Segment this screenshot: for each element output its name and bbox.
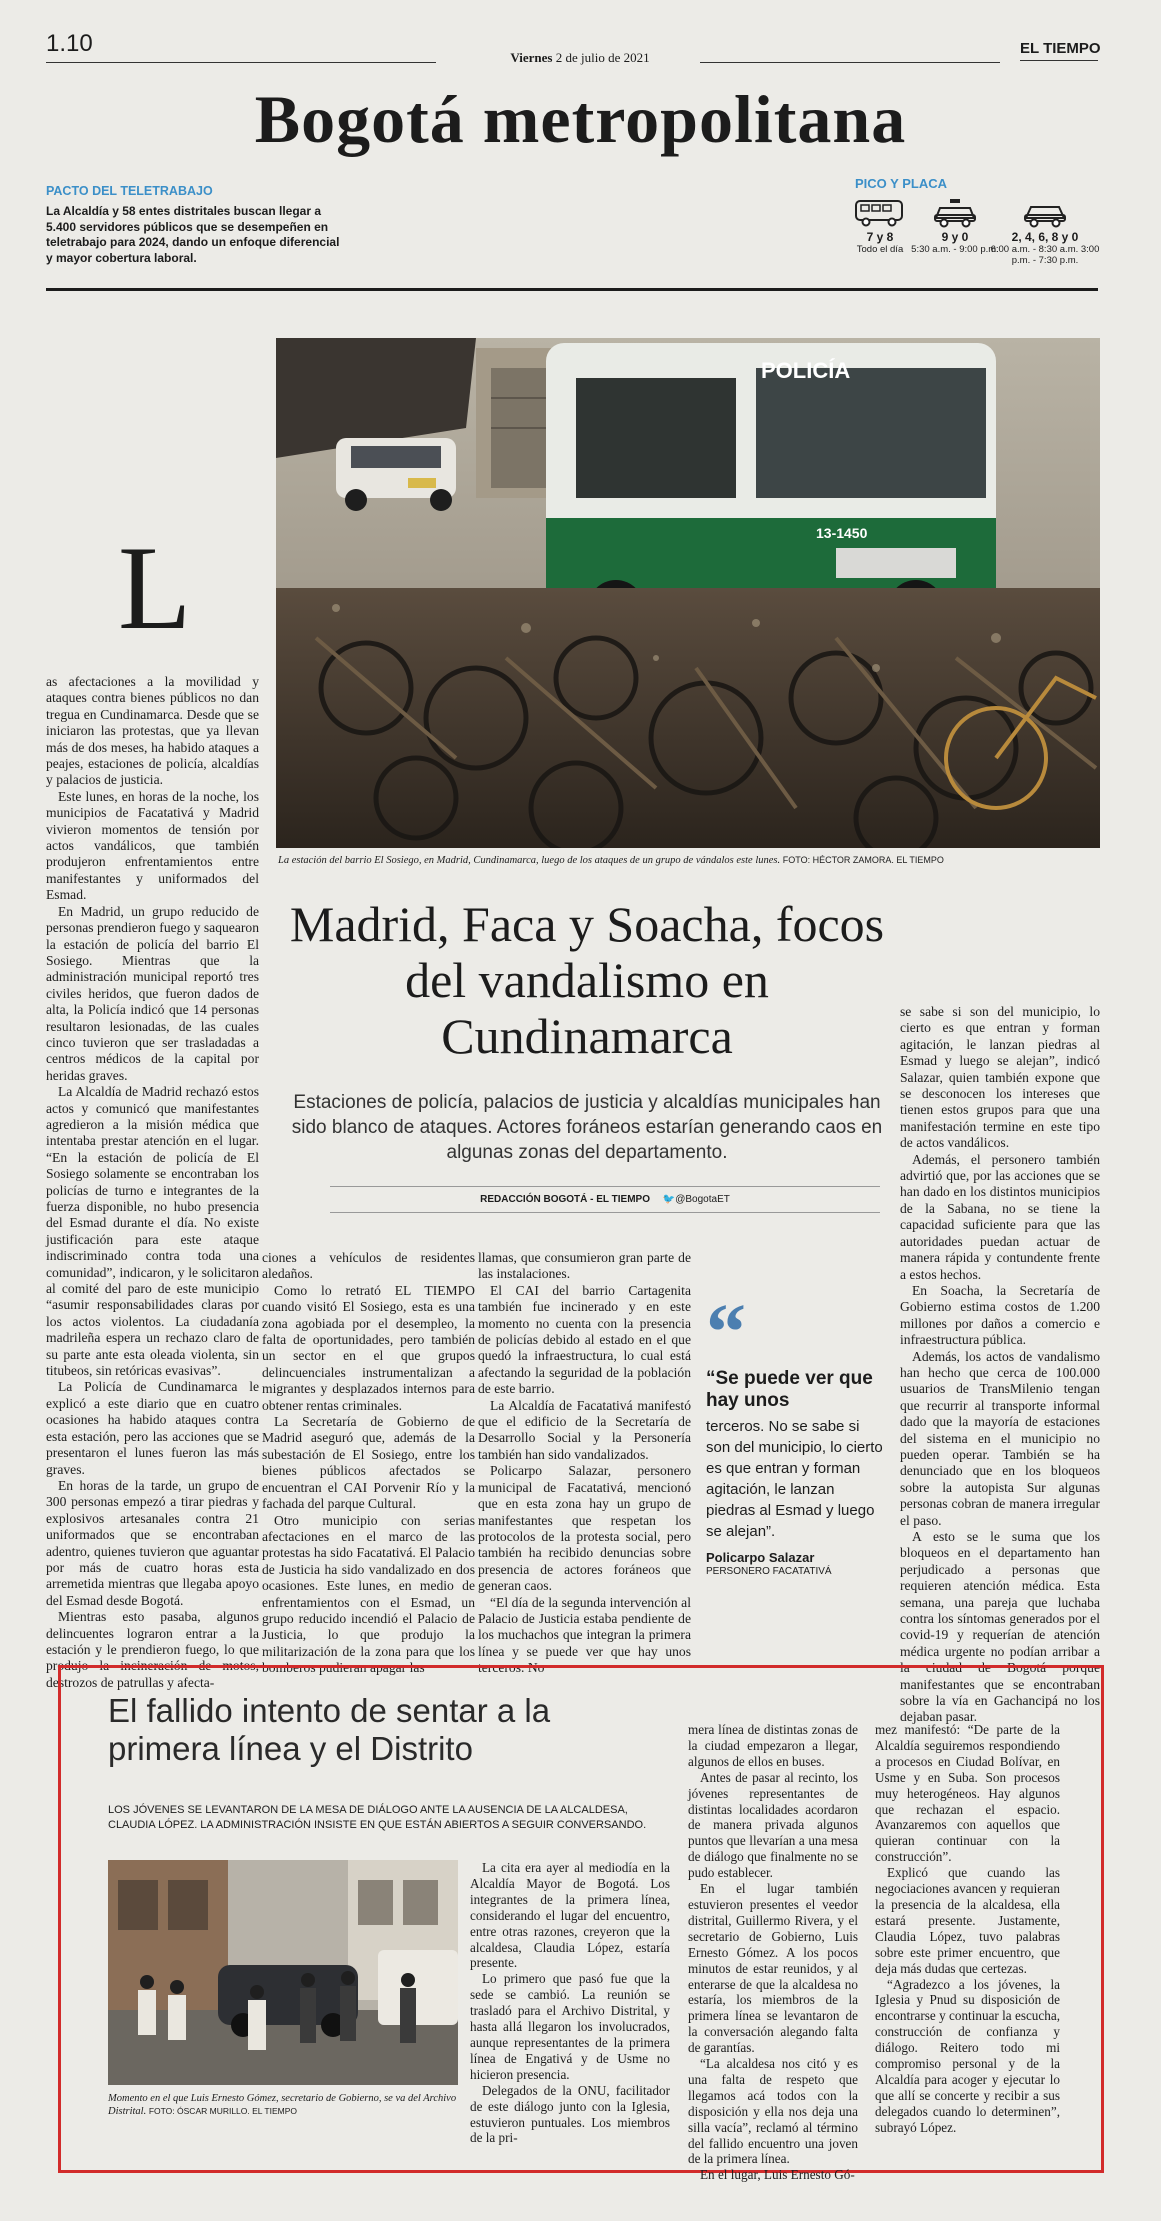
- box-photo-caption-text: Momento en el que Luis Ernesto Gómez, secretario de Gobierno, se va del Archivo Distrital.: [108, 2093, 457, 2117]
- section-title: Bogotá metropolitana: [254, 81, 907, 157]
- paragraph: Como lo retrató EL TIEMPO cuando visitó El Sosiego, esta es una zona agobiada por el desempleo, la falta de oportunidades, pero también un sector en el que grupos delincuenciales instrumentalizan a migrantes y desplazados internos para obtener rentas criminales.: [262, 1282, 475, 1413]
- paragraph: Antes de pasar al recinto, los jóvenes representantes de distintas localidades acordaron de manera privada algunos puntos que llevarían a una mesa de diálogo que finalmente no se pudo establecer.: [688, 1769, 858, 1881]
- article-column-2: [262, 1250, 475, 1677]
- date-line: [480, 50, 680, 66]
- box-photo: [108, 1860, 458, 2085]
- paragraph: La Secretaría de Gobierno de Madrid aseguró que, además de la subestación de El Sosiego, entre los bienes públicos afectados se encuentran el CAI Porvenir Río y la fachada del parque Cultural.: [262, 1414, 475, 1512]
- header-rule-left: [46, 62, 436, 63]
- pico-placa-car: [990, 198, 1100, 266]
- paragraph: “El día de la segunda intervención al Palacio de Justicia estaba pendiente de los muchachos que integran la primera línea y se puede ver que hay unos terceros. No: [478, 1594, 691, 1676]
- paragraph: En horas de la tarde, un grupo de 300 personas empezó a tirar piedras y explosivos artesanales contra 21 uniformados que se encontraban adentro, quienes tuvieron que aguantar por más de cuatro horas esta arremetida mientras que llegaba apoyo del Esmad desde Bogotá.: [46, 1477, 259, 1608]
- paragraph: El CAI del barrio Cartagenita también fue incinerado y en este momento no cuenta con la presencia de policías debido al estado en el que quedó la infraestructura, lo cual está afectando la seguridad de la población de este barrio.: [478, 1282, 691, 1397]
- quote-mark-icon: “: [706, 1289, 746, 1377]
- paragraph: La Alcaldía de Madrid rechazó estos actos y comunicó que manifestantes agredieron a la misión médica que intentaba prestar atención en el lugar. “En la estación de policía de El Sosiego solamente se encontraban los policías de turno e integrantes de la fuerza disponible, no hubo presencia del Esmad durante el día. No existe justificación para este ataque indiscriminado contra toda una comunidad”, indicaron, y le solicitaron al comité del paro de este municipio “asumir responsabilidades claras por los actos violentos. La ciudadanía madrileña espera un rechazo claro de su parte ante esta oleada violenta, sin titubeos, sin retóricas evasivas”.: [46, 1084, 259, 1379]
- byline: [330, 1194, 880, 1205]
- byline-rule: [330, 1212, 880, 1213]
- taxi-hours: 5:30 a.m. - 9:00 p.m.: [911, 244, 999, 255]
- bus-digits: 7 y 8: [866, 230, 894, 244]
- paragraph: Lo primero que pasó fue que la sede se cambió. La reunión se trasladó para el Archivo Distrital, y hasta allá llegaron los involucrados, aunque representantes de la primera línea de Engativá y de Usme no hicieron presencia.: [470, 1971, 670, 2082]
- paragraph: “La alcaldesa nos citó y es una falta de respeto que llegamos acá todos con la disposición y ella nos deja una silla vacía”, reclamó al término del fallido encuentro una joven de la primera línea.: [688, 2056, 858, 2167]
- main-photo: [276, 338, 1100, 848]
- twitter-handle-text: @BogotaET: [675, 1194, 730, 1205]
- main-photo-caption-text: La estación del barrio El Sosiego, en Madrid, Cundinamarca, luego de los ataques de un grupo de vándalos este lunes.: [278, 855, 781, 866]
- paragraph: En Madrid, un grupo reducido de personas prendieron fuego y saquearon la estación de policía del barrio El Sosiego. Mientras que la administración municipal reportó tres civiles heridos, que fueron dados de alta, la Policía indicó que 14 personas resultaron lesionadas, de las cuales cinco tuvieron que ser trasladadas a centros médicos de la capital por heridas graves.: [46, 903, 259, 1083]
- pull-quote-role: PERSONERO FACATATIVÁ: [706, 1566, 832, 1577]
- paragraph: Mientras esto pasaba, algunos delincuentes lograron entrar a la estación y le prendieron fuego, lo que produjo la incineración de motos, destrozos de patrullas y afecta-: [46, 1609, 259, 1690]
- pull-quote-head: “Se puede ver que hay unos: [706, 1368, 873, 1411]
- paragraph: as afectaciones a la movilidad y ataques contra bienes públicos no dan tregua en Cundinamarca. Desde que se iniciaron las protestas, que ya llevan más de dos meses, ha habido ataques a peajes, estaciones de policía, alcaldías y palacios de justicia.: [46, 674, 259, 788]
- paragraph: La Alcaldía de Facatativá manifestó que el edificio de la Secretaría de Desarrollo Social y la Personería también han sido vandalizados.: [478, 1397, 691, 1462]
- paragraph: “Agradezco a los jóvenes, la Iglesia y Pnud su disposición de encontrarse y continuar la escucha, construcción de confianza y diálogo. Reitero todo mi compromiso personal y de la Alcaldía para acoger y ejecutar lo que allí se concerte y recibir a sus delegados cuando lo determinen”, subrayó López.: [875, 1976, 1060, 2135]
- main-photo-credit: FOTO: HÉCTOR ZAMORA. EL TIEMPO: [782, 855, 944, 865]
- pico-placa-label: PICO Y PLACA: [855, 176, 947, 191]
- paragraph: La cita era ayer al mediodía en la Alcaldía Mayor de Bogotá. Los integrantes de la primera línea, considerando el lugar del encuentro, entre otras razones, creyeron que la alcaldesa, Claudia López, estaría presente.: [470, 1860, 670, 1971]
- car-hours: 6:00 a.m. - 8:30 a.m. 3:00 p.m. - 7:30 p.m.: [990, 244, 1100, 266]
- car-digits: 2, 4, 6, 8 y 0: [1011, 230, 1079, 244]
- bus-plate: 13-1450: [816, 525, 868, 541]
- paragraph: En el lugar, Luis Ernesto Gó-: [700, 2167, 855, 2183]
- twitter-icon: 🐦: [662, 1194, 676, 1205]
- paragraph: mera línea de distintas zonas de la ciudad empezaron a llegar, algunos de ellos en buses.: [688, 1722, 858, 1769]
- bus-icon: [854, 198, 906, 228]
- pull-quote-body: terceros. No se sabe si son del municipio, lo cierto es que entran y forman agitación, le lanzan piedras al Esmad y luego se alejan”.: [706, 1418, 883, 1540]
- article-column-3: [478, 1250, 691, 1677]
- article-column-1: [46, 674, 259, 1691]
- paragraph: La Policía de Cundinamarca le explicó a este diario que en cuatro ocasiones ha habido ataques contra esta estación, pero las acciones que se presentaron el lunes fueron las más graves.: [46, 1379, 259, 1477]
- paragraph: Este lunes, en horas de la noche, los municipios de Facatativá y Madrid vivieron momentos de tensión por actos vandálicos, que también produjeron enfrentamientos entre manifestantes y uniformados del Esmad.: [46, 788, 259, 903]
- main-photo-caption: [278, 855, 1108, 866]
- box-column-2: [688, 1722, 858, 2183]
- taxi-icon: [932, 198, 978, 228]
- pull-quote-name: Policarpo Salazar: [706, 1550, 815, 1565]
- pacto-label: PACTO DEL TELETRABAJO: [46, 184, 213, 198]
- box-title: El fallido intento de sentar a la primera línea y el Distrito: [108, 1692, 551, 1767]
- byline-author: REDACCIÓN BOGOTÁ - EL TIEMPO: [480, 1194, 650, 1205]
- header-rule-right: [700, 62, 1000, 63]
- box-photo-credit: FOTO: ÓSCAR MURILLO. EL TIEMPO: [148, 2106, 297, 2116]
- article-headline: Madrid, Faca y Soacha, focos del vandalismo en Cundinamarca: [289, 896, 885, 1064]
- drop-cap: L: [118, 521, 192, 654]
- paragraph: Otro municipio con serias afectaciones en el marco de las protestas ha sido Facatativá. El Palacio de Justicia ha sido vandalizado en dos ocasiones. Este lunes, en medio de enfrentamientos con el Esmad, un grupo reducido incendió el Palacio de Justicia, lo que produjo la militarización de la zona para que los bomberos pudieran apagar las: [262, 1512, 475, 1676]
- article-deck: Estaciones de policía, palacios de justicia y alcaldías municipales han sido blanco de ataques. Actores foráneos estarían generando caos en algunas zonas del departamento.: [291, 1092, 883, 1163]
- pacto-text: La Alcaldía y 58 entes distritales buscan llegar a 5.400 servidores públicos que se desempeñen en teletrabajo para 2024, dando un enfoque diferencial y mayor cobertura laboral.: [46, 204, 340, 265]
- car-icon: [1022, 198, 1068, 228]
- paragraph: En Soacha, la Secretaría de Gobierno estima costos de 1.200 millones por daños a comercio e infraestructura pública.: [900, 1282, 1100, 1348]
- byline-rule: [330, 1186, 880, 1187]
- twitter-handle[interactable]: [663, 1194, 730, 1205]
- date-rest: 2 de julio de 2021: [555, 50, 650, 65]
- paragraph: llamas, que consumieron gran parte de las instalaciones.: [478, 1250, 691, 1282]
- box-photo-caption: [108, 2092, 458, 2118]
- date-day: Viernes: [510, 50, 553, 65]
- paragraph: se sabe si son del municipio, lo cierto es que entran y forman agitación, le lanzan piedras al Esmad y luego se alejan”, indicó Salazar, quien también expone que se desconocen los intereses que tienen estos grupos para que una manifestación termine en este tipo de actos vandálicos.: [900, 1004, 1100, 1151]
- paragraph: Delegados de la ONU, facilitador de este diálogo junto con la Iglesia, estuvieron puntuales. Los miembros de la pri-: [470, 2082, 670, 2146]
- bus-police-text: POLICÍA: [761, 358, 851, 383]
- paragraph: Policarpo Salazar, personero municipal de Facatativá, mencionó que en esta zona hay un grupo de manifestantes que respetan los protocolos de la protesta social, pero también ha recibido denuncias sobre presencia de actores foráneos que generan caos.: [478, 1463, 691, 1594]
- box-column-1: [470, 1860, 670, 2146]
- box-column-3: [875, 1722, 1060, 2136]
- paragraph: ciones a vehículos de residentes aledaños.: [262, 1250, 475, 1282]
- bus-hours: Todo el día: [856, 244, 904, 255]
- paragraph: A esto se le suma que los bloqueos en el departamento han perjudicado a personas que requieren atención médica. Esta semana, una pareja que luchaba contra los síntomas generados por el covid-19 y requerían de atención médica urgente no podían arribar a la ciudad de Bogotá porque manifestantes que se encontraban sobre la vía en Gachancipá no los dejaban pasar.: [900, 1529, 1100, 1725]
- header-bottom-rule: [46, 288, 1098, 291]
- brand-logo: EL TIEMPO: [1020, 40, 1101, 57]
- paragraph: Explicó que cuando las negociaciones avancen y requieran la presencia de la alcaldesa, ella estará presente. Justamente, Claudia López, tuvo palabras sobre este primer encuentro, que deja más dudas que certezas.: [875, 1865, 1060, 1976]
- box-deck: LOS JÓVENES SE LEVANTARON DE LA MESA DE DIÁLOGO ANTE LA AUSENCIA DE LA ALCALDESA, CLAUDIA LÓPEZ. LA ADMINISTRACIÓN INSISTE EN QUE ESTÁN ABIERTOS A SEGUIR CONVERSANDO.: [108, 1804, 647, 1831]
- paragraph: Además, los actos de vandalismo han hecho que cerca de 100.000 usuarios de TransMilenio tengan que recurrir al transporte informal dado que la mayoría de estaciones del sistema en el municipio no pueden operar. También se ha denunciado que en los bloqueos sobre la autopista Sur algunas personas cobran de manera irregular el paso.: [900, 1348, 1100, 1528]
- paragraph: mez manifestó: “De parte de la Alcaldía seguiremos respondiendo a procesos en Ciudad Bolívar, en Usme y en Suba. Son procesos muy heterogéneos. Hay algunos que rechazan el espacio. Avanzaremos con aquellos que quieran continuar con la construcción”.: [875, 1722, 1060, 1865]
- brand-rule: [1020, 60, 1098, 61]
- page-number: 1.10: [46, 30, 93, 57]
- paragraph: Además, el personero también advirtió que, por las acciones que se han dado en los distintos municipios de la Sabana, no se tiene la capacidad suficiente para que las autoridades puedan actuar de manera rápida y contundente frente a estos hechos.: [900, 1151, 1100, 1282]
- taxi-digits: 9 y 0: [941, 230, 969, 244]
- paragraph: En el lugar también estuvieron presentes el veedor distrital, Guillermo Rivera, y el secretario de Gobierno, Luis Ernesto Gómez. A los pocos minutos de estar reunidos, y al enterarse de que la alcaldesa no estaría, los miembros de la primera línea se levantaron de la conversación alegando falta de garantías.: [688, 1881, 858, 2056]
- article-column-4: [900, 1004, 1100, 1726]
